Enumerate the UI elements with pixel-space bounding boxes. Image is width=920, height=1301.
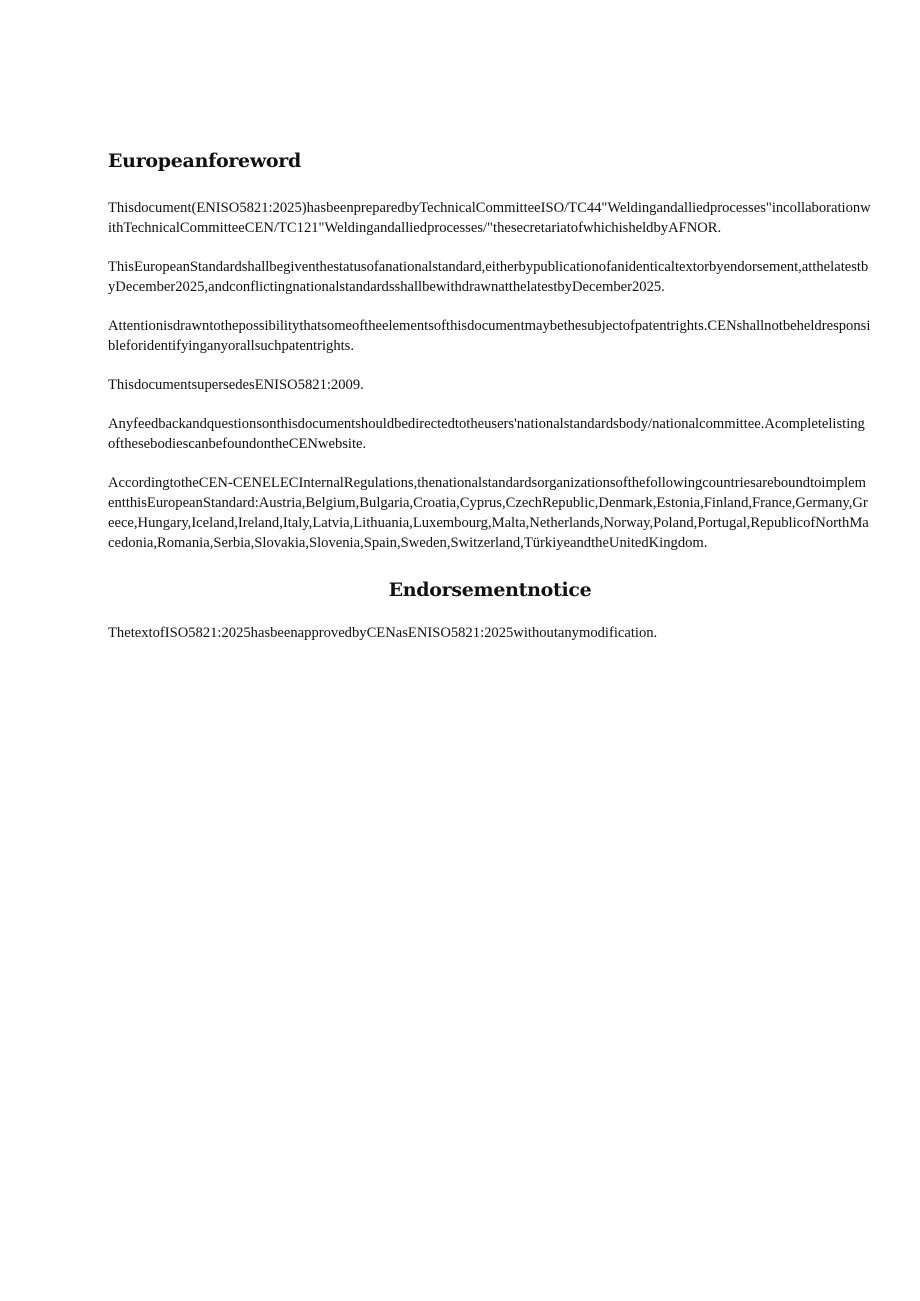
foreword-paragraph-4: ThisdocumentsupersedesENISO5821:2009.	[108, 377, 364, 393]
foreword-paragraph-1: Thisdocument(ENISO5821:2025)hasbeenpreparedbyTechnicalCommitteeISO/TC44"Weldingandalliedprocesses"incollaborationwithTechnicalCommitteeCEN/TC121"Weldingandalliedprocesses/"thesecretariatofwhichisheldbyAFNOR.	[108, 200, 871, 236]
document-page	[108, 150, 872, 662]
foreword-paragraph-5: Anyfeedbackandquestionsonthisdocumentshouldbedirectedtotheusers'nationalstandardsbody/nationalcommittee.AcompletelistingofthesebodiescanbefoundontheCENwebsite.	[108, 416, 865, 452]
endorsement-heading: Endorsementnotice	[388, 579, 592, 601]
foreword-paragraph-6: AccordingtotheCEN-CENELECInternalRegulations,thenationalstandardsorganizationsofthefollowingcountriesareboundtoimplementthisEuropeanStandard:Austria,Belgium,Bulgaria,Croatia,Cyprus,CzechRepublic,Denmark,Estonia,Finland,France,Germany,Greece,Hungary,Iceland,Ireland,Italy,Latvia,Lithuania,Luxembourg,Malta,Netherlands,Norway,Poland,Portugal,RepublicofNorthMacedonia,Romania,Serbia,Slovakia,Slovenia,Spain,Sweden,Switzerland,TürkiyeandtheUnitedKingdom.	[108, 475, 869, 551]
foreword-paragraph-3: Attentionisdrawntothepossibilitythatsomeoftheelementsofthisdocumentmaybethesubjectofpatentrights.CENshallnotbeheldresponsibleforidentifyinganyorallsuchpatentrights.	[108, 318, 871, 354]
foreword-heading: Europeanforeword	[108, 150, 301, 172]
endorsement-paragraph: ThetextofISO5821:2025hasbeenapprovedbyCENasENISO5821:2025withoutanymodification.	[108, 625, 658, 641]
foreword-paragraph-2: ThisEuropeanStandardshallbegiventhestatusofanationalstandard,eitherbypublicationofanidenticaltextorbyendorsement,atthelatestbyDecember2025,andconflictingnationalstandardsshallbewithdrawnatthelatestbyDecember2025.	[108, 259, 869, 295]
